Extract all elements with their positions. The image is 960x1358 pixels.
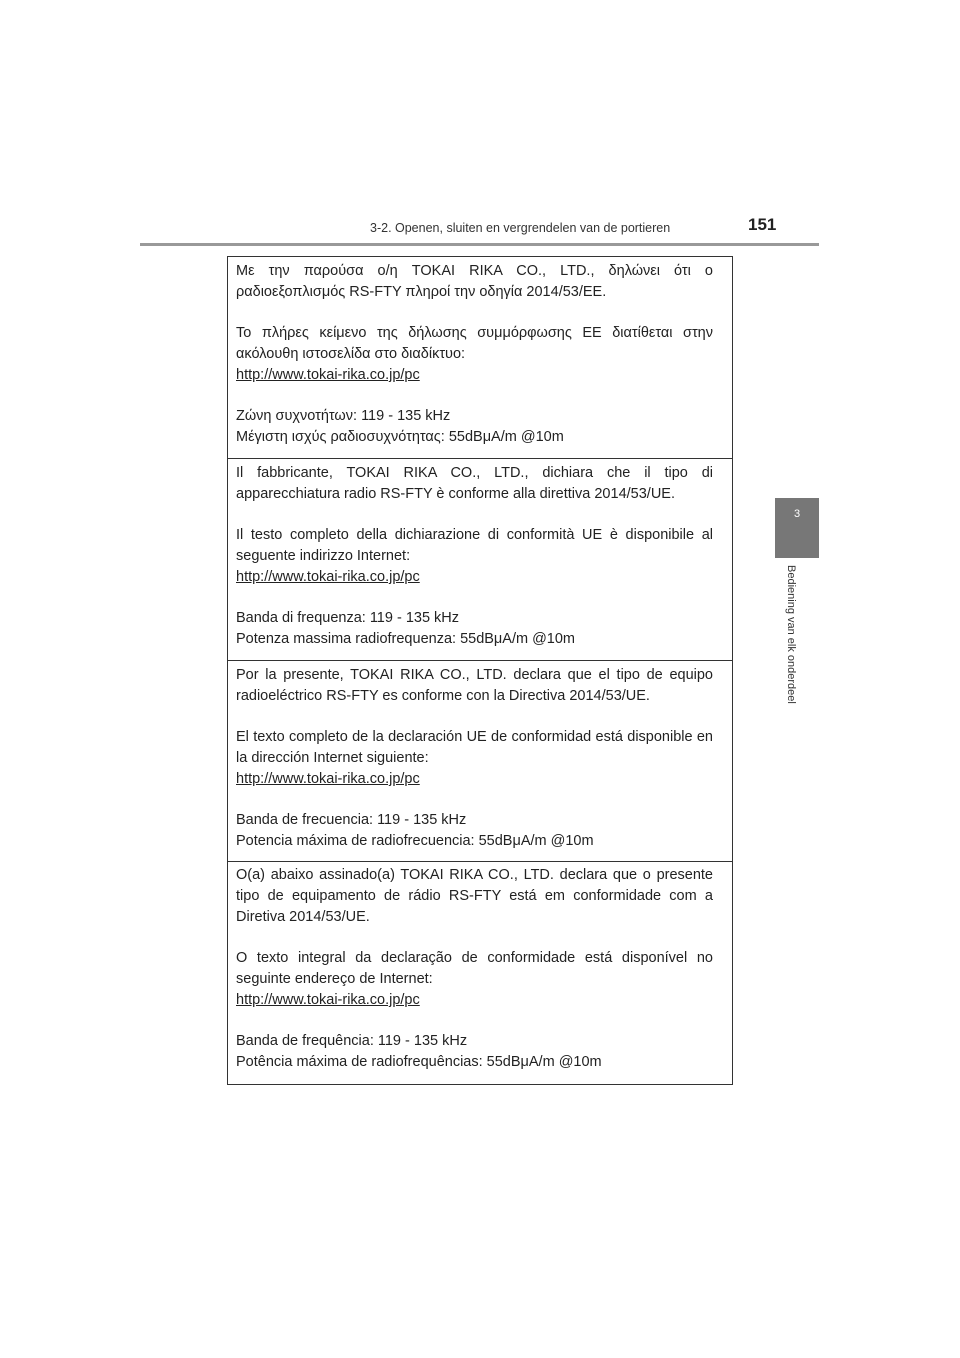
frequency-band: Banda de frequência: 119 - 135 kHz xyxy=(236,1033,468,1049)
frequency-band: Banda de frecuencia: 119 - 135 kHz xyxy=(236,812,467,828)
max-power: Μέγιστη ισχύς ραδιοσυχνότητας: 55dBμA/m @10m xyxy=(236,429,564,445)
declaration-link[interactable]: http://www.tokai-rika.co.jp/pc xyxy=(236,367,420,383)
max-power: Potencia máxima de radiofrecuencia: 55dBμA/m @10m xyxy=(236,833,594,849)
declaration-portuguese xyxy=(228,865,732,1073)
declaration-link[interactable]: http://www.tokai-rika.co.jp/pc xyxy=(236,771,420,787)
declaration-statement: Με την παρούσα ο/η TOKAI RIKA CO., LTD., δηλώνει ότι ο ραδιοεξοπλισμός RS-FTY πληροί την οδηγία 2014/53/ΕΕ. xyxy=(236,263,713,300)
declaration-statement: Por la presente, TOKAI RIKA CO., LTD. declara que el tipo de equipo radioeléctrico RS-FTY es conforme con la Directiva 2014/53/UE. xyxy=(236,667,713,704)
frequency-band: Ζώνη συχνοτήτων: 119 - 135 kHz xyxy=(236,408,451,424)
chapter-tab[interactable] xyxy=(775,498,819,558)
declaration-availability: O texto integral da declaração de conformidade está disponível no seguinte endereço de Internet: xyxy=(236,950,713,987)
declaration-availability: Il testo completo della dichiarazione di conformità UE è disponibile al seguente indirizzo Internet: xyxy=(236,527,713,564)
section-divider xyxy=(228,458,732,459)
section-divider xyxy=(228,861,732,862)
declaration-availability: Το πλήρες κείμενο της δήλωσης συμμόρφωσης ΕΕ διατίθεται στην ακόλουθη ιστοσελίδα στο διαδίκτυο: xyxy=(236,325,713,362)
declaration-link[interactable]: http://www.tokai-rika.co.jp/pc xyxy=(236,569,420,585)
max-power: Potenza massima radiofrequenza: 55dBμA/m @10m xyxy=(236,631,576,647)
section-divider xyxy=(228,660,732,661)
declaration-table xyxy=(227,256,733,1085)
page-number: 151 xyxy=(748,215,777,234)
frequency-band: Banda di frequenza: 119 - 135 kHz xyxy=(236,610,460,626)
declaration-statement: Il fabbricante, TOKAI RIKA CO., LTD., dichiara che il tipo di apparecchiatura radio RS-FTY è conforme alla direttiva 2014/53/UE. xyxy=(236,465,713,502)
chapter-label: Bediening van elk onderdeel xyxy=(785,565,797,704)
declaration-greek xyxy=(228,261,732,448)
declaration-statement: O(a) abaixo assinado(a) TOKAI RIKA CO., LTD. declara que o presente tipo de equipamento de rádio RS-FTY está em conformidade com a Diretiva 2014/53/UE. xyxy=(236,867,713,925)
section-title: 3-2. Openen, sluiten en vergrendelen van de portieren xyxy=(370,221,671,235)
declaration-availability: El texto completo de la declaración UE de conformidad está disponible en la dirección Internet siguiente: xyxy=(236,729,713,766)
chapter-number: 3 xyxy=(793,508,801,520)
max-power: Potência máxima de radiofrequências: 55dBμA/m @10m xyxy=(236,1054,602,1070)
declaration-italian xyxy=(228,463,732,650)
declaration-link[interactable]: http://www.tokai-rika.co.jp/pc xyxy=(236,992,420,1008)
declaration-spanish xyxy=(228,665,732,852)
header-rule xyxy=(140,243,819,246)
